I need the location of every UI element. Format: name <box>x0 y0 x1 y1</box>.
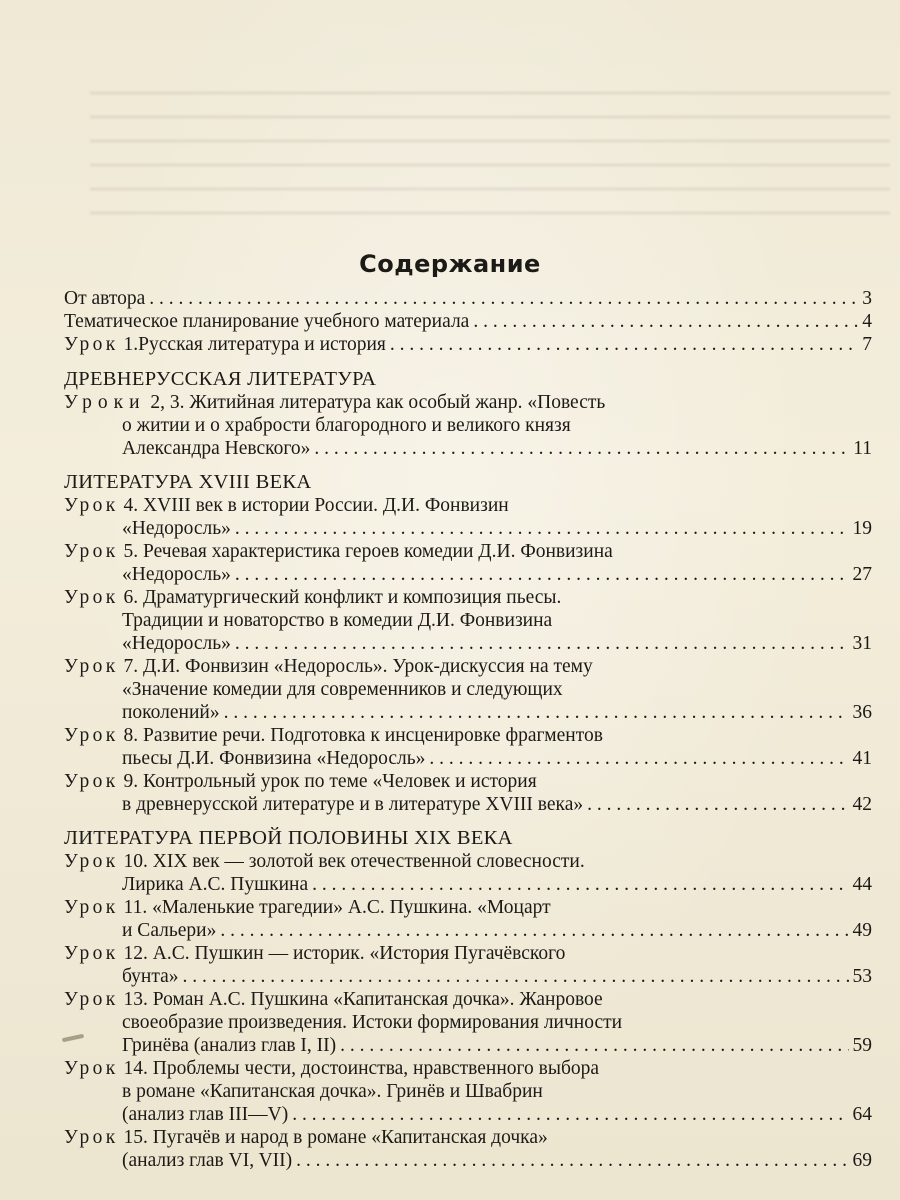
lesson-word: Урок <box>64 334 119 355</box>
toc-entry-last-line <box>64 1103 872 1126</box>
lesson-label <box>64 725 143 746</box>
toc-entry <box>64 333 872 356</box>
toc-entry-last-line <box>64 873 872 896</box>
lesson-number: 5. <box>123 541 139 562</box>
toc-entry-text: бунта» <box>122 966 179 987</box>
lesson-label <box>64 943 153 964</box>
toc-entry-text: Гринёва (анализ глав I, II) <box>122 1035 337 1056</box>
toc-leader-dots <box>340 1034 848 1057</box>
toc-entry-text: поколений» <box>122 702 220 723</box>
toc-page-number: 19 <box>852 518 872 539</box>
toc-entry-last-line <box>64 563 872 586</box>
toc-entry-first-line <box>64 896 872 919</box>
toc-leader-dots <box>235 632 849 655</box>
lesson-number: 12. <box>123 943 148 964</box>
lesson-word: Урок <box>64 495 119 516</box>
toc-entry-first-line <box>64 391 872 414</box>
toc-entry-first-line <box>64 850 872 873</box>
lesson-label <box>64 656 143 677</box>
lesson-number: 8. <box>123 725 139 746</box>
toc-leader-dots <box>235 517 849 540</box>
page-title: Содержание <box>359 250 541 278</box>
toc-entry-text: «Недоросль» <box>122 633 231 654</box>
lesson-number: 6. <box>123 587 139 608</box>
toc-entry-text: Александра Невского» <box>122 438 311 459</box>
toc-page-number: 41 <box>852 748 872 769</box>
toc-leader-dots <box>149 287 858 310</box>
toc-entry-text: Роман А.С. Пушкина «Капитанская дочка». Жанровое <box>152 989 603 1010</box>
toc-entry <box>64 988 872 1057</box>
toc-leader-dots <box>220 919 848 942</box>
toc-page-number: 44 <box>852 874 872 895</box>
toc-entry-text: Лирика А.С. Пушкина <box>122 874 309 895</box>
lesson-word: Урок <box>64 1058 119 1079</box>
lesson-label <box>64 851 153 872</box>
lesson-label <box>64 771 143 792</box>
lesson-number: 10. <box>123 851 148 872</box>
lesson-word: Уроки <box>64 392 146 413</box>
toc-entry-last-line <box>64 287 872 310</box>
toc-entry-last-line <box>64 965 872 988</box>
toc-entry <box>64 287 872 310</box>
toc-entry-continuation: о житии и о храбрости благородного и великого князя <box>122 415 571 436</box>
toc-entry-continuation: «Значение комедии для современников и следующих <box>122 679 563 700</box>
toc-entry <box>64 1057 872 1126</box>
toc-page-number: 27 <box>852 564 872 585</box>
section-heading: ЛИТЕРАТУРА XVIII ВЕКА <box>64 471 312 493</box>
toc-entry-text: Речевая характеристика героев комедии Д.И. Фонвизина <box>143 541 613 562</box>
toc-entry-text: Драматургический конфликт и композиция пьесы. <box>143 587 562 608</box>
toc-entry-last-line <box>64 1149 872 1172</box>
toc-entry-text: XIX век — золотой век отечественной словесности. <box>152 851 585 872</box>
toc-entry-last-line <box>64 747 872 770</box>
lesson-number: 14. <box>123 1058 148 1079</box>
toc-leader-dots <box>390 333 858 356</box>
toc-page-number: 3 <box>862 288 872 309</box>
lesson-label <box>64 333 138 356</box>
lesson-word: Урок <box>64 943 119 964</box>
toc-page-number: 59 <box>852 1035 872 1056</box>
toc-entry-first-line <box>64 494 872 517</box>
toc-page-number: 4 <box>862 311 872 332</box>
toc-entry-last-line <box>64 437 872 460</box>
toc-entry-text: (анализ глав VI, VII) <box>122 1150 293 1171</box>
lesson-label <box>64 587 143 608</box>
toc-entry <box>64 724 872 770</box>
lesson-label <box>64 392 189 413</box>
toc-entry-first-line <box>64 1126 872 1149</box>
toc-entry-text: Д.И. Фонвизин «Недоросль». Урок-дискуссия на тему <box>143 656 593 677</box>
toc-page-number: 69 <box>852 1150 872 1171</box>
toc-entry-text: А.С. Пушкин — историк. «История Пугачёвского <box>152 943 566 964</box>
toc-page-number: 53 <box>852 966 872 987</box>
toc-entry <box>64 896 872 942</box>
toc-page-number: 64 <box>852 1104 872 1125</box>
lesson-label <box>64 1127 153 1148</box>
toc-entry-text: Контрольный урок по теме «Человек и история <box>143 771 537 792</box>
toc-entry-text: в древнерусской литературе и в литературе XVIII века» <box>122 794 584 815</box>
toc-entry-text: «Недоросль» <box>122 564 231 585</box>
toc-entry-first-line <box>64 655 872 678</box>
toc-page-number: 7 <box>862 334 872 355</box>
toc-entry <box>64 540 872 586</box>
toc-entry-text: пьесы Д.И. Фонвизина «Недоросль» <box>122 748 426 769</box>
toc-entry <box>64 586 872 655</box>
lesson-label <box>64 1058 153 1079</box>
toc-entry-continuation: в романе «Капитанская дочка». Гринёв и Швабрин <box>122 1081 543 1102</box>
toc-page-number: 31 <box>852 633 872 654</box>
toc-entry-text: XVIII век в истории России. Д.И. Фонвизин <box>143 495 509 516</box>
toc-page-number: 49 <box>852 920 872 941</box>
toc-page-number: 42 <box>852 794 872 815</box>
toc-entry-text: Русская литература и история <box>138 334 386 355</box>
toc-entry <box>64 494 872 540</box>
toc-leader-dots <box>296 1149 848 1172</box>
toc-leader-dots <box>473 310 858 333</box>
toc-entry-last-line <box>64 632 872 655</box>
lesson-word: Урок <box>64 771 119 792</box>
toc-entry-last-line <box>64 517 872 540</box>
lesson-word: Урок <box>64 656 119 677</box>
lesson-number: 15. <box>123 1127 148 1148</box>
toc-entry-text: Житийная литература как особый жанр. «Повесть <box>189 392 606 413</box>
section-heading: ЛИТЕРАТУРА ПЕРВОЙ ПОЛОВИНЫ XIX ВЕКА <box>64 827 513 849</box>
toc-entry <box>64 391 872 460</box>
lesson-label <box>64 897 152 918</box>
toc-entry-first-line <box>64 586 872 609</box>
toc-entry-first-line <box>64 988 872 1011</box>
toc-leader-dots <box>314 437 849 460</box>
lesson-word: Урок <box>64 989 119 1010</box>
toc-page-number: 11 <box>853 438 872 459</box>
toc-entry-last-line <box>64 793 872 816</box>
toc-entry-text: Проблемы чести, достоинства, нравственного выбора <box>152 1058 600 1079</box>
table-of-contents <box>64 287 872 1172</box>
toc-entry-first-line <box>64 540 872 563</box>
toc-entry-text: и Сальери» <box>122 920 217 941</box>
lesson-word: Урок <box>64 541 119 562</box>
toc-entry <box>64 310 872 333</box>
toc-entry-last-line <box>64 1034 872 1057</box>
toc-entry <box>64 1126 872 1172</box>
lesson-number: 1. <box>123 334 139 355</box>
toc-entry <box>64 655 872 724</box>
toc-leader-dots <box>183 965 849 988</box>
toc-entry-text: Пугачёв и народ в романе «Капитанская дочка» <box>152 1127 548 1148</box>
lesson-label <box>64 495 143 516</box>
lesson-word: Урок <box>64 1127 119 1148</box>
toc-entry-last-line <box>64 310 872 333</box>
toc-entry-continuation: своеобразие произведения. Истоки формирования личности <box>122 1012 623 1033</box>
lesson-word: Урок <box>64 587 119 608</box>
section-heading: ДРЕВНЕРУССКАЯ ЛИТЕРАТУРА <box>64 368 377 390</box>
toc-entry-text: Тематическое планирование учебного материала <box>64 311 470 332</box>
lesson-number: 9. <box>123 771 139 792</box>
toc-entry-text: От автора <box>64 288 146 309</box>
lesson-number: 7. <box>123 656 139 677</box>
lesson-number: 4. <box>123 495 139 516</box>
toc-entry-first-line <box>64 724 872 747</box>
toc-entry-continuation: Традиции и новаторство в комедии Д.И. Фонвизина <box>122 610 553 631</box>
lesson-label <box>64 989 153 1010</box>
toc-entry-last-line <box>64 919 872 942</box>
lesson-word: Урок <box>64 851 119 872</box>
lesson-number: 13. <box>123 989 148 1010</box>
toc-entry-text: «Маленькие трагедии» А.С. Пушкина. «Моцарт <box>152 897 551 918</box>
toc-entry-text: «Недоросль» <box>122 518 231 539</box>
lesson-number: 11. <box>123 897 148 918</box>
toc-entry <box>64 770 872 816</box>
toc-entry <box>64 942 872 988</box>
toc-entry-text: Развитие речи. Подготовка к инсценировке фрагментов <box>143 725 603 746</box>
toc-leader-dots <box>292 1103 848 1126</box>
toc-page-number: 36 <box>852 702 872 723</box>
show-through-text <box>90 70 890 260</box>
lesson-label <box>64 541 143 562</box>
toc-entry-last-line <box>64 333 872 356</box>
lesson-word: Урок <box>64 897 119 918</box>
toc-entry-text: (анализ глав III—V) <box>122 1104 289 1125</box>
toc-leader-dots <box>235 563 849 586</box>
lesson-word: Урок <box>64 725 119 746</box>
toc-leader-dots <box>429 747 848 770</box>
toc-entry <box>64 850 872 896</box>
toc-leader-dots <box>587 793 848 816</box>
toc-leader-dots <box>312 873 848 896</box>
toc-entry-first-line <box>64 770 872 793</box>
toc-leader-dots <box>224 701 849 724</box>
lesson-number: 2, 3. <box>150 392 185 413</box>
toc-entry-last-line <box>64 701 872 724</box>
toc-entry-first-line <box>64 942 872 965</box>
toc-entry-first-line <box>64 1057 872 1080</box>
